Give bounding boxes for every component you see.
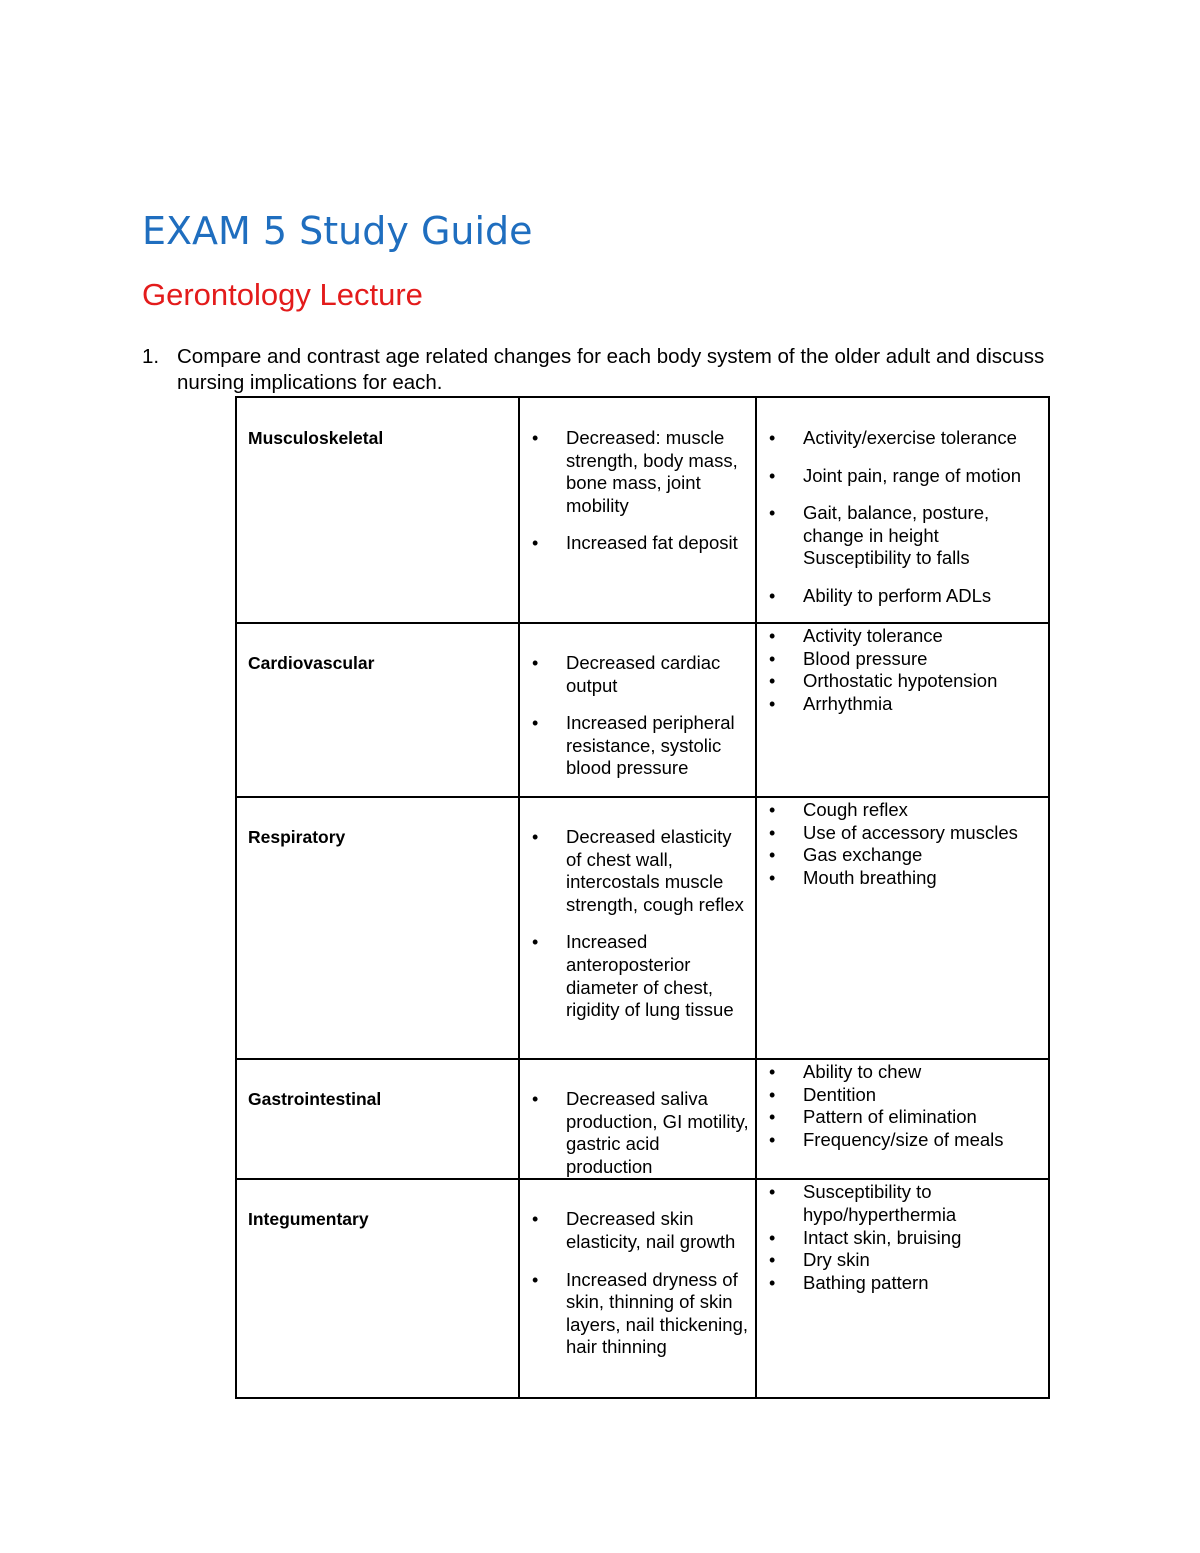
implications-cell (756, 623, 1049, 797)
bullet-icon: • (532, 533, 539, 554)
list-item (520, 712, 755, 780)
list-item (520, 1088, 755, 1178)
bullet-icon: • (532, 1269, 539, 1290)
list-item (757, 867, 1048, 890)
changes-cell (519, 1179, 756, 1398)
system-name: Gastrointestinal (248, 1089, 382, 1109)
bullet-icon: • (769, 1107, 776, 1128)
bullet-icon: • (769, 648, 776, 669)
implication-text: Pattern of elimination (803, 1106, 977, 1128)
implication-text: Orthostatic hypotension (803, 670, 998, 692)
list-item (757, 693, 1048, 716)
system-cell (236, 1179, 519, 1398)
list-item (520, 1208, 755, 1253)
bullet-icon: • (769, 465, 776, 486)
system-cell (236, 623, 519, 797)
list-item (757, 1249, 1048, 1272)
implication-text: Dentition (803, 1083, 877, 1105)
implications-cell (756, 1059, 1049, 1179)
list-item (757, 1181, 1048, 1226)
bullet-icon: • (769, 867, 776, 888)
table-row (236, 1059, 1049, 1179)
page-title: EXAM 5 Study Guide (142, 209, 533, 253)
bullet-icon: • (769, 1272, 776, 1293)
implication-text: Ability to perform ADLs (803, 584, 992, 606)
implications-cell (756, 397, 1049, 623)
bullet-icon: • (532, 932, 539, 953)
implication-text: Activity tolerance (803, 625, 943, 646)
implication-text: Gas exchange (803, 844, 923, 866)
bullet-icon: • (532, 428, 539, 448)
bullet-icon: • (769, 626, 776, 646)
changes-cell (519, 623, 756, 797)
bullet-icon: • (769, 1129, 776, 1150)
list-item (757, 1084, 1048, 1107)
bullet-icon: • (769, 1227, 776, 1248)
implication-text: Joint pain, range of motion (803, 464, 1022, 486)
table-row (236, 797, 1049, 1059)
bullet-icon: • (769, 693, 776, 714)
change-text: Decreased elasticity of chest wall, intercostals muscle strength, cough reflex (566, 826, 744, 915)
list-item (757, 822, 1048, 845)
bullet-icon: • (769, 585, 776, 606)
system-name: Respiratory (248, 827, 346, 847)
bullet-icon: • (532, 1089, 539, 1109)
bullet-icon: • (769, 800, 776, 820)
bullet-icon: • (769, 503, 776, 524)
implication-text: Use of accessory muscles (803, 821, 1018, 843)
change-text: Decreased: muscle strength, body mass, bone mass, joint mobility (566, 427, 738, 516)
implications-cell (756, 1179, 1049, 1398)
changes-cell (519, 397, 756, 623)
changes-cell (519, 797, 756, 1059)
list-item (520, 427, 755, 517)
change-text: Increased peripheral resistance, systolic blood pressure (566, 712, 735, 779)
list-item (520, 652, 755, 697)
implication-text: Frequency/size of meals (803, 1128, 1004, 1150)
bullet-icon: • (769, 428, 776, 448)
implication-text: Bathing pattern (803, 1271, 929, 1293)
bullet-icon: • (769, 671, 776, 692)
section-heading: Gerontology Lecture (142, 277, 423, 312)
list-item (757, 648, 1048, 671)
implication-text: Ability to chew (803, 1061, 922, 1082)
bullet-icon: • (532, 653, 539, 673)
implication-text: Dry skin (803, 1249, 870, 1271)
bullet-icon: • (769, 845, 776, 866)
change-text: Increased fat deposit (566, 532, 738, 554)
list-item (757, 585, 1048, 608)
system-name: Cardiovascular (248, 653, 375, 673)
change-text: Decreased skin elasticity, nail growth (566, 1208, 736, 1252)
table-row (236, 397, 1049, 623)
question-text: Compare and contrast age related changes for each body system of the older adult and discuss nursing implications for each. (177, 345, 1045, 394)
system-cell (236, 397, 519, 623)
implication-text: Intact skin, bruising (803, 1226, 962, 1248)
change-text: Increased anteroposterior diameter of chest, rigidity of lung tissue (566, 931, 734, 1021)
bullet-icon: • (769, 1182, 776, 1203)
list-item (757, 1227, 1048, 1250)
bullet-icon: • (769, 1062, 776, 1082)
system-cell (236, 797, 519, 1059)
implication-text: Gait, balance, posture, change in height Susceptibility to falls (803, 502, 990, 569)
table-row (236, 1179, 1049, 1398)
list-item (520, 931, 755, 1021)
list-item (757, 799, 1048, 822)
system-cell (236, 1059, 519, 1179)
list-item (520, 532, 755, 555)
list-item (757, 625, 1048, 648)
implication-text: Mouth breathing (803, 866, 937, 888)
bullet-icon: • (532, 713, 539, 734)
implication-text: Arrhythmia (803, 692, 893, 714)
question-number: 1. (142, 345, 160, 368)
table-row (236, 623, 1049, 797)
implication-text: Blood pressure (803, 647, 928, 669)
bullet-icon: • (769, 822, 776, 843)
implication-text: Susceptibility to hypo/hyperthermia (803, 1181, 957, 1225)
list-item (757, 465, 1048, 488)
list-item (757, 427, 1048, 450)
list-item (757, 1129, 1048, 1152)
question-item (142, 344, 1062, 396)
bullet-icon: • (769, 1250, 776, 1271)
list-item (757, 844, 1048, 867)
bullet-icon: • (532, 827, 539, 847)
implication-text: Cough reflex (803, 799, 908, 820)
list-item (757, 502, 1048, 570)
list-item (757, 1061, 1048, 1084)
bullet-icon: • (769, 1084, 776, 1105)
bullet-icon: • (532, 1209, 539, 1230)
list-item (520, 826, 755, 916)
list-item (520, 1269, 755, 1359)
system-name: Musculoskeletal (248, 428, 384, 448)
list-item (757, 1272, 1048, 1295)
body-systems-table (235, 396, 1050, 1399)
change-text: Decreased saliva production, GI motility, gastric acid production (566, 1088, 749, 1177)
implications-cell (756, 797, 1049, 1059)
changes-cell (519, 1059, 756, 1179)
implication-text: Activity/exercise tolerance (803, 427, 1017, 448)
change-text: Increased dryness of skin, thinning of skin layers, nail thickening, hair thinning (566, 1268, 749, 1358)
change-text: Decreased cardiac output (566, 652, 721, 696)
list-item (757, 1106, 1048, 1129)
system-name: Integumentary (248, 1209, 369, 1230)
list-item (757, 670, 1048, 693)
